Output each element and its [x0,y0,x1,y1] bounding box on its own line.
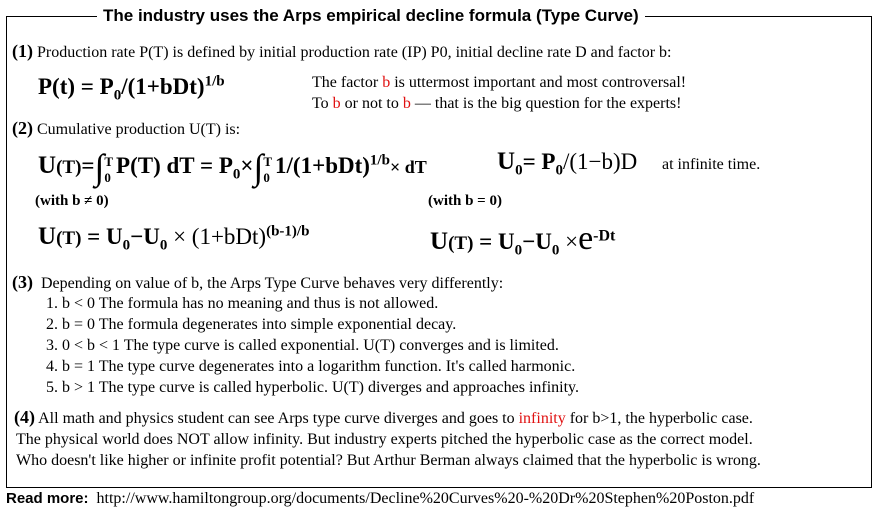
rate-eq-sup: 1/b [204,73,225,90]
list-item: 3. 0 < b < 1 The type curve is called exponential. U(T) converges and is limited. [46,337,559,354]
note2-c: or not to [340,95,403,112]
section-4-number: (4) [14,407,35,427]
equation-b-zero [430,220,615,258]
note2-e: — that is the big question for the experts! [410,95,682,112]
note1-a: The factor [312,74,383,91]
list-item: 1. b < 0 The formula has no meaning and thus is not allowed. [46,295,439,312]
cumulative-equation [38,140,427,192]
b-note-line-2 [312,95,681,113]
note2-b: b [332,95,341,112]
eqA-sub1: 0 [122,237,131,254]
section-4-line-2: The physical world does NOT allow infinity. But industry experts pitched the hyperbolic case as the correct model. [16,431,753,448]
eqB-t: (T) [448,233,474,254]
infinite-time-note: at infinite time. [662,156,761,173]
b-note-line-1 [312,74,686,92]
section-2-header [12,118,240,139]
section-1-text: Production rate P(T) is defined by initial production rate (IP) P0, initial decline rate D and factor b: [37,44,672,61]
read-more [6,490,754,508]
eqB-minus: −U [522,229,552,254]
label-b-zero: (with b = 0) [428,193,502,209]
u0-eq-u: U [497,148,516,175]
eqB-mid: = U [473,229,515,254]
u0-equation [497,148,638,179]
s4-infinity: infinity [518,410,566,427]
section-2-text: Cumulative production U(T) is: [37,121,241,138]
int-upper-1: T [104,153,114,169]
integral-limits-2 [263,154,272,186]
note2-a: To [312,95,333,112]
integral-icon: ∫ [253,147,264,187]
section-1-number: (1) [12,41,33,61]
integral-icon: ∫ [94,147,105,187]
rate-eq-sub: 0 [113,87,122,104]
cum-eq-rhs: 1/(1+bDt) [275,153,370,178]
note1-c: is uttermost important and most controversal! [390,74,687,91]
read-more-link[interactable]: http://www.hamiltongroup.org/documents/Decline%20Curves%20-%20Dr%20Stephen%20Poston.pdf [96,490,755,507]
int-upper-2: T [263,153,273,169]
integral-limits-1 [104,154,113,186]
page-title: The industry uses the Arps empirical decline formula (Type Curve) [97,5,645,27]
eqA-mid: = U [81,224,123,249]
eqA-rest: × (1+bDt) [167,224,267,249]
cum-eq-times: × [240,153,254,178]
section-3-text: Depending on value of b, the Arps Type Curve behaves very differently: [41,275,504,292]
cum-eq-u: U [38,152,57,179]
read-more-label: Read more: [6,490,89,507]
s4-line1-a: All math and physics student can see Arps type curve diverges and goes to [38,410,519,427]
note1-b: b [382,74,391,91]
cum-eq-dt: × dT [389,157,427,177]
cum-eq-t: (T) [56,157,82,178]
eqB-u: U [430,228,449,255]
u0-eq-sub: 0 [515,162,523,179]
cum-eq-pt: P(T) dT = P [116,153,233,178]
eqA-sub2: 0 [159,237,168,254]
cum-eq-p-sub: 0 [232,166,241,183]
s4-line1-b: for b>1, the hyperbolic case. [565,410,753,427]
b-behavior-list [46,293,579,398]
eqB-sup: -Dt [593,227,616,245]
eqB-sub2: 0 [551,242,560,259]
eqA-minus: −U [130,224,160,249]
section-3-number: (3) [12,272,33,292]
rate-eq-lhs: P(t) = P [38,74,114,99]
eqB-e: e [578,220,594,257]
section-1-header [12,41,671,62]
rate-eq-mid: /(1+bDt) [121,74,205,99]
label-b-not-zero: (with b ≠ 0) [35,193,109,209]
section-4-line-1 [14,407,753,428]
eqB-times: × [559,229,579,254]
eqA-u: U [38,223,57,250]
rate-equation [38,73,225,104]
eqA-t: (T) [56,228,82,249]
u0-eq-p: = P [522,149,556,174]
list-item: 5. b > 1 The type curve is called hyperbolic. U(T) diverges and approaches infinity. [46,379,580,396]
list-item: 2. b = 0 The formula degenerates into simple exponential decay. [46,316,457,333]
section-2-number: (2) [12,118,33,138]
cum-eq-equals: = [81,153,95,178]
u0-eq-rest: /(1−b)D [562,149,638,174]
eqB-sub1: 0 [514,242,523,259]
u0-eq-p-sub: 0 [555,162,563,179]
list-item: 4. b = 1 The type curve degenerates into a logarithm function. It's called harmonic. [46,358,576,375]
int-lower-2: 0 [263,169,270,185]
section-3-header [12,272,503,293]
cum-eq-rhs-sup: 1/b [369,152,390,169]
equation-b-not-zero [38,223,310,254]
int-lower-1: 0 [104,169,111,185]
note2-d: b [402,95,411,112]
eqA-sup: (b-1)/b [266,223,310,240]
section-4-line-3: Who doesn't like higher or infinite profit potential? But Arthur Berman always claimed that the hyperbolic is wrong. [16,452,761,469]
